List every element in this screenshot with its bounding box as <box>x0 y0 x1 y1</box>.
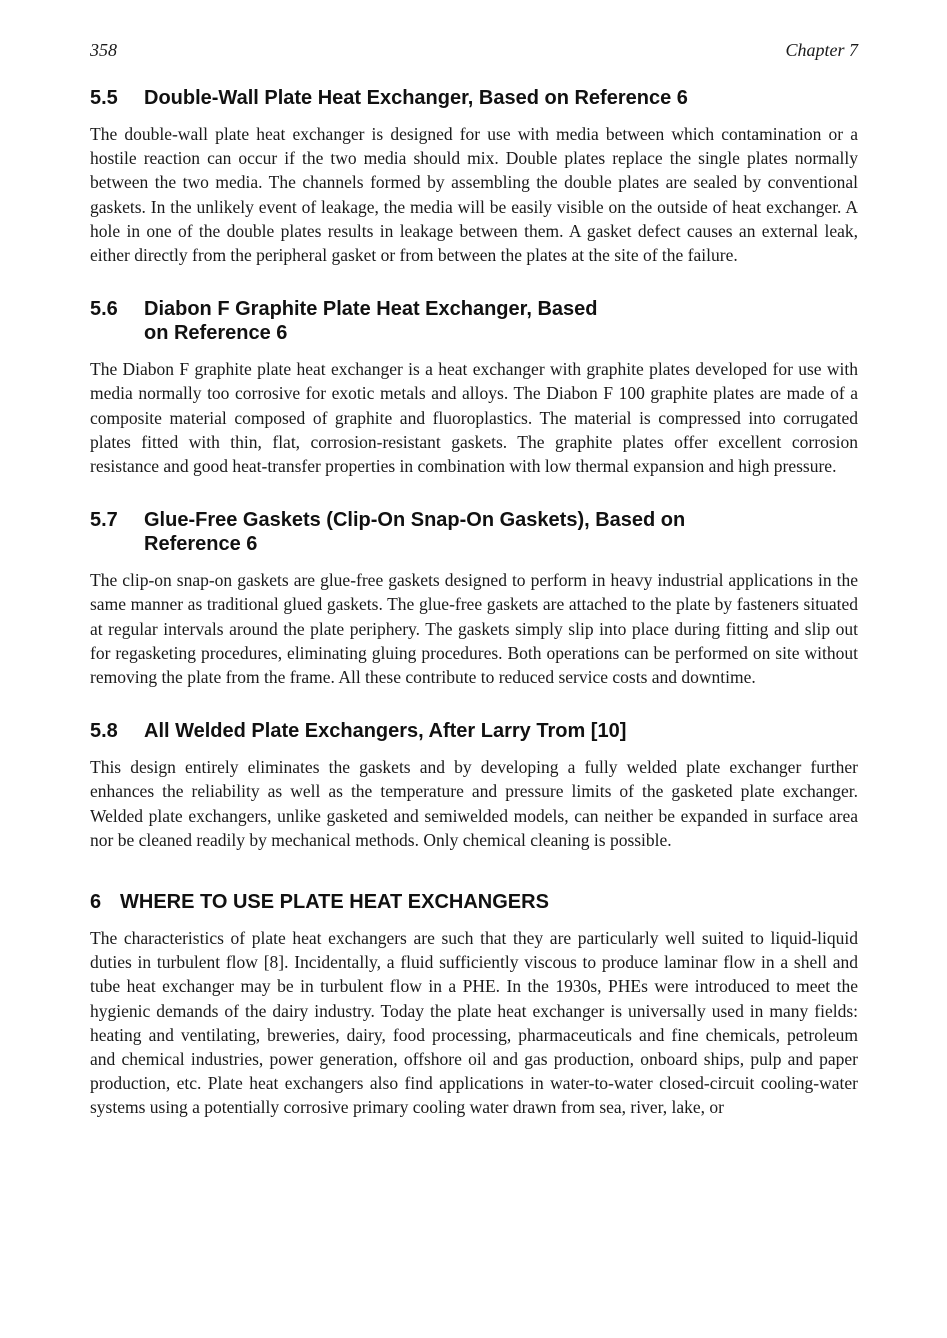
section-6 <box>90 890 858 1120</box>
section-title: Double-Wall Plate Heat Exchanger, Based on Reference 6 <box>144 87 688 109</box>
running-head <box>90 38 858 62</box>
section-body: The double-wall plate heat exchanger is designed for use with media between which contamination or a hostile reaction can occur if the two media should mix. Double plates replace the single plates normally between the two media. The channels formed by assembling the double plates are sealed by conventional gaskets. In the unlikely event of leakage, the media will be easily visible on the outside of heat exchanger. A hole in one of the double plates results in leakage between them. A gasket defect causes an external leak, either directly from the peripheral gasket or from between the plates at the site of the failure. <box>90 124 858 266</box>
section-heading <box>90 890 858 914</box>
section-title: Glue-Free Gaskets (Clip-On Snap-On Gaskets), Based on Reference 6 <box>144 509 686 556</box>
chapter-label: Chapter 7 <box>785 40 858 60</box>
section-number: 5.6 <box>90 298 118 321</box>
section-5-6 <box>90 297 858 478</box>
section-number: 5.7 <box>90 509 118 532</box>
section-5-5 <box>90 86 858 267</box>
section-title: All Welded Plate Exchangers, After Larry Trom [10] <box>144 720 627 743</box>
section-body: The characteristics of plate heat exchangers are such that they are particularly well suited to liquid-liquid duties in turbulent flow [8]. Incidentally, a fluid sufficiently viscous to produce laminar flow in a shell and tube heat exchanger may be in turbulent flow in a PHE. In the 1930s, PHEs were introduced to meet the hygienic demands of the dairy industry. Today the plate heat exchanger is universally used in many fields: heating and ventilating, breweries, dairy, food processing, pharmaceuticals and fine chemicals, petroleum and chemical industries, power generation, offshore oil and gas production, onboard ships, pulp and paper production, etc. Plate heat exchangers also find applications in water-to-water closed-circuit cooling-water systems using a potentially corrosive primary cooling water drawn from sea, river, lake, or <box>90 928 858 1118</box>
page <box>90 38 858 1120</box>
section-heading <box>90 297 858 345</box>
section-number: 6 <box>90 891 102 914</box>
section-heading <box>90 86 858 110</box>
section-5-8 <box>90 719 858 852</box>
page-number: 358 <box>90 40 117 60</box>
section-body: The clip-on snap-on gaskets are glue-free gaskets designed to perform in heavy industrial applications in the same manner as traditional glued gaskets. The glue-free gaskets are attached to the plate by fasteners situated at regular intervals around the plate periphery. The gaskets simply slip into place during fitting and slip out for regasketing procedures, eliminating gluing procedures. Both operations can be performed on site without removing the plate from the frame. All these contribute to reduced service costs and downtime. <box>90 570 858 688</box>
section-heading <box>90 508 858 556</box>
section-title: Diabon F Graphite Plate Heat Exchanger, Based on Reference 6 <box>144 298 598 345</box>
section-heading <box>90 719 858 743</box>
section-title: WHERE TO USE PLATE HEAT EXCHANGERS <box>120 891 549 914</box>
section-number: 5.8 <box>90 720 118 743</box>
section-5-7 <box>90 508 858 689</box>
section-body: This design entirely eliminates the gaskets and by developing a fully welded plate exchanger further enhances the reliability as well as the temperature and pressure limits of the gasketed plate exchanger. Welded plate exchangers, unlike gasketed and semiwelded models, can neither be expanded in surface area nor be cleaned readily by mechanical methods. Only chemical cleaning is possible. <box>90 757 858 850</box>
section-number: 5.5 <box>90 87 118 109</box>
section-body: The Diabon F graphite plate heat exchanger is a heat exchanger with graphite plates developed for use with media normally too corrosive for exotic metals and alloys. The Diabon F 100 graphite plates are made of a composite material composed of graphite and fluoroplastics. The material is compressed into corrugated plates fitted with thin, flat, corrosion-resistant gaskets. The graphite plates offer excellent corrosion resistance and good heat-transfer properties in combination with low thermal expansion and high pressure. <box>90 359 858 477</box>
